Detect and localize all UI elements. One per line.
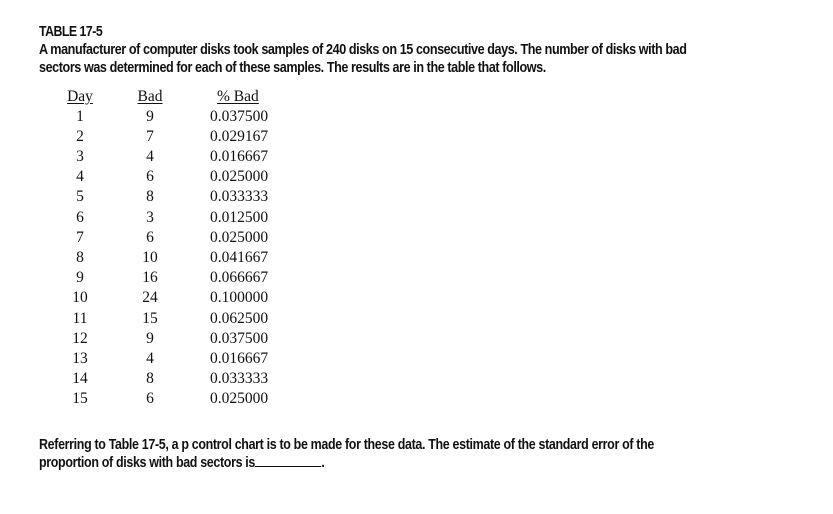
cell-day: 2 (76, 127, 84, 145)
cell-bad: 10 (142, 248, 158, 266)
cell-bad: 15 (142, 309, 158, 327)
cell-day: 6 (76, 208, 84, 226)
intro-paragraph (39, 41, 812, 77)
cell-pct-bad: 0.100000 (210, 289, 269, 307)
table-label: TABLE 17-5 (39, 23, 103, 40)
cell-bad: 8 (146, 370, 154, 388)
cell-day: 15 (72, 390, 88, 408)
cell-pct-bad: 0.016667 (210, 349, 269, 367)
question-line (39, 454, 819, 472)
cell-day: 10 (72, 289, 88, 307)
cell-pct-bad: 0.037500 (210, 329, 269, 347)
cell-bad: 6 (146, 390, 154, 408)
cell-bad: 7 (146, 127, 154, 145)
cell-pct-bad: 0.037500 (210, 107, 269, 125)
cell-pct-bad: 0.062500 (210, 309, 269, 327)
cell-day: 8 (76, 248, 84, 266)
cell-day: 14 (72, 370, 88, 388)
cell-pct-bad: 0.025000 (210, 168, 269, 186)
cell-bad: 4 (146, 349, 154, 367)
cell-bad: 9 (146, 329, 154, 347)
cell-day: 4 (76, 168, 84, 186)
cell-pct-bad: 0.025000 (210, 228, 269, 246)
question-line: Referring to Table 17-5, a p control chart is to be made for these data. The estimate of the standard error of the (39, 436, 654, 453)
intro-line: sectors was determined for each of these samples. The results are in the table that follows. (39, 59, 546, 76)
cell-pct-bad: 0.012500 (210, 208, 269, 226)
cell-bad: 6 (146, 168, 154, 186)
cell-bad: 6 (146, 228, 154, 246)
cell-bad: 3 (146, 208, 154, 226)
cell-bad: 4 (146, 147, 154, 165)
cell-pct-bad: 0.025000 (210, 390, 269, 408)
question-paragraph (39, 436, 819, 472)
cell-pct-bad: 0.033333 (210, 370, 269, 388)
cell-day: 1 (76, 107, 84, 125)
cell-day: 7 (76, 228, 84, 246)
cell-pct-bad: 0.066667 (210, 269, 269, 287)
cell-pct-bad: 0.029167 (210, 127, 269, 145)
cell-day: 9 (76, 269, 84, 287)
cell-day: 13 (72, 349, 88, 367)
cell-day: 5 (76, 188, 84, 206)
cell-day: 12 (72, 329, 88, 347)
intro-line: A manufacturer of computer disks took samples of 240 disks on 15 consecutive days. The number of disks with bad (39, 41, 687, 58)
header-bad: Bad (137, 88, 163, 105)
cell-bad: 16 (142, 269, 158, 287)
cell-bad: 24 (142, 289, 158, 307)
header-day: Day (67, 88, 93, 105)
header-pct-bad: % Bad (217, 88, 259, 105)
cell-pct-bad: 0.033333 (210, 188, 269, 206)
cell-bad: 8 (146, 188, 154, 206)
cell-pct-bad: 0.041667 (210, 248, 269, 266)
question-text: proportion of disks with bad sectors is (39, 454, 256, 471)
cell-pct-bad: 0.016667 (210, 147, 269, 165)
answer-blank (255, 454, 321, 467)
question-period: . (321, 454, 325, 471)
cell-day: 11 (72, 309, 88, 327)
cell-day: 3 (76, 147, 84, 165)
cell-bad: 9 (146, 107, 154, 125)
